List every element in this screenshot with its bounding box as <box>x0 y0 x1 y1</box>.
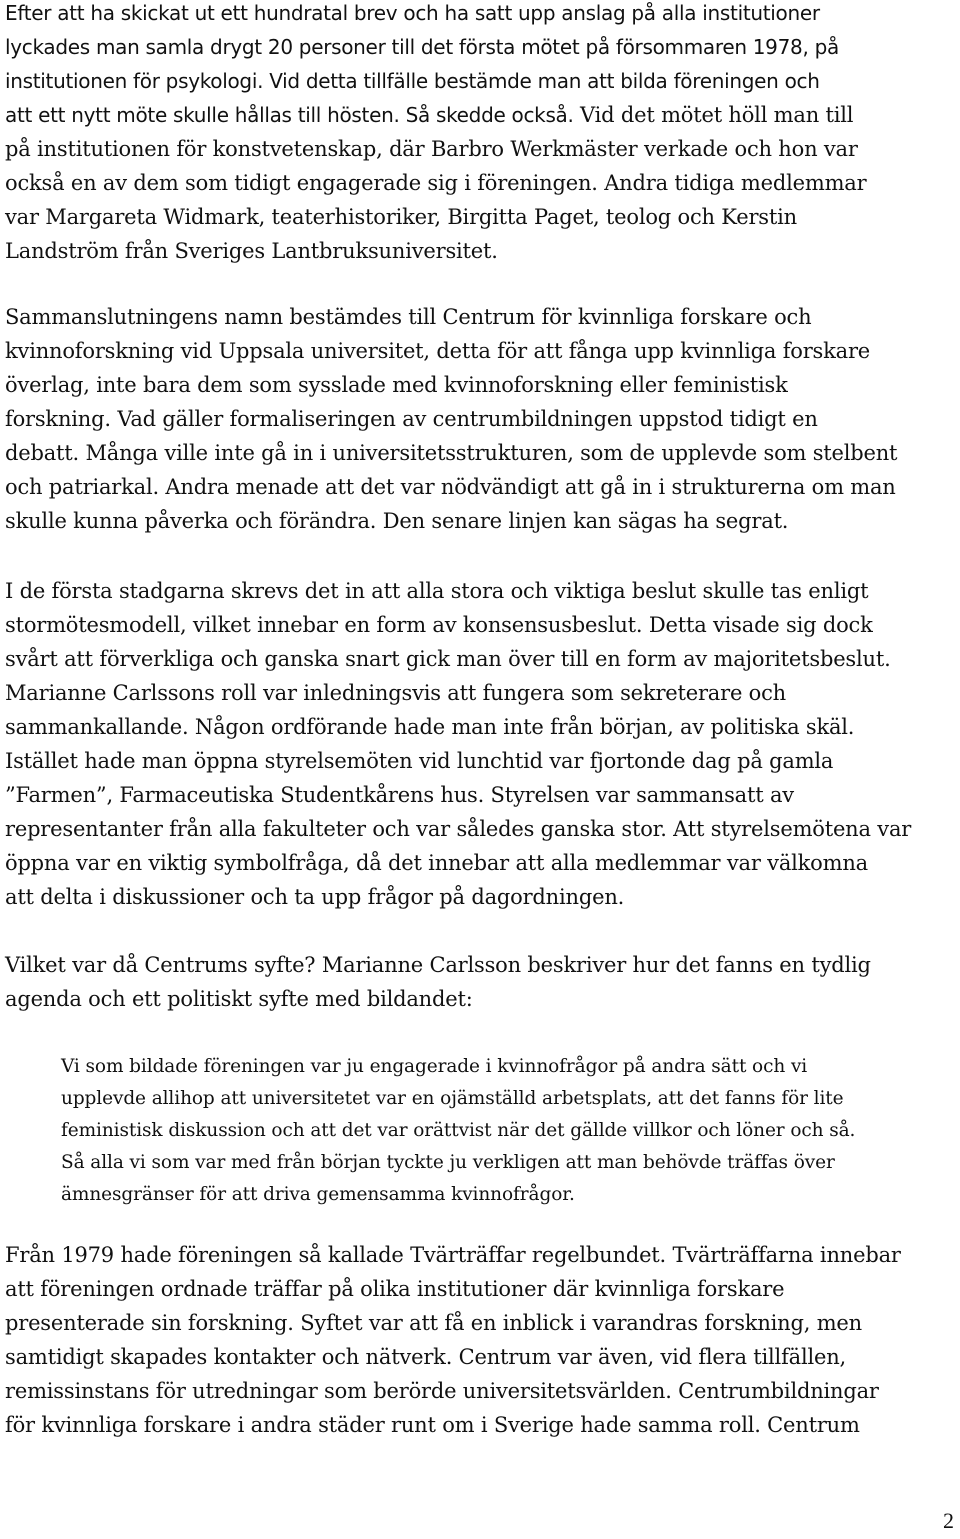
text-line: stormötesmodell, vilket innebar en form av konsensusbeslut. Detta visade sig dock <box>5 613 873 637</box>
text-line: lyckades man samla drygt 20 personer till det första mötet på försommaren 1978, på <box>5 35 839 59</box>
text-line: debatt. Många ville inte gå in i universitetsstrukturen, som de upplevde som stelbent <box>5 441 898 465</box>
text-line: Efter att ha skickat ut ett hundratal brev och ha satt upp anslag på alla institutioner <box>5 1 820 25</box>
text-line: att föreningen ordnade träffar på olika institutioner där kvinnliga forskare <box>5 1277 785 1301</box>
text-line: och patriarkal. Andra menade att det var nödvändigt att gå in i strukturerna om man <box>5 475 896 499</box>
quote-line: upplevde allihop att universitetet var en ojämställd arbetsplats, att det fanns för lite <box>61 1088 844 1109</box>
text-line: var Margareta Widmark, teaterhistoriker, Birgitta Paget, teolog och Kerstin <box>5 205 797 229</box>
text-line: Landström från Sveriges Lantbruksuniversitet. <box>5 239 498 263</box>
text-segment: Vid det mötet höll man till <box>573 103 854 127</box>
text-line: Marianne Carlssons roll var inledningsvis att fungera som sekreterare och <box>5 681 787 705</box>
quote-line: ämnesgränser för att driva gemensamma kvinnofrågor. <box>61 1184 575 1205</box>
text-line: på institutionen för konstvetenskap, där Barbro Werkmäster verkade och hon var <box>5 137 858 161</box>
text-line: sammankallande. Någon ordförande hade man inte från början, av politiska skäl. <box>5 715 855 739</box>
text-line: agenda och ett politiskt syfte med bildandet: <box>5 987 473 1011</box>
text-line: Vilket var då Centrums syfte? Marianne Carlsson beskriver hur det fanns en tydlig <box>5 953 871 977</box>
text-line: samtidigt skapades kontakter och nätverk. Centrum var även, vid flera tillfällen, <box>5 1345 847 1369</box>
paragraph-5 <box>5 1238 901 1442</box>
quote-line: Vi som bildade föreningen var ju engagerade i kvinnofrågor på andra sätt och vi <box>61 1056 808 1077</box>
text-line: för kvinnliga forskare i andra städer runt om i Sverige hade samma roll. Centrum <box>5 1413 860 1437</box>
text-line: svårt att förverkliga och ganska snart gick man över till en form av majoritetsbeslut. <box>5 647 891 671</box>
text-line: kvinnoforskning vid Uppsala universitet, detta för att fånga upp kvinnliga forskare <box>5 339 871 363</box>
quote-line: feministisk diskussion och att det var orättvist när det gällde villkor och löner och så. <box>61 1120 856 1141</box>
text-line: Istället hade man öppna styrelsemöten vid lunchtid var fjortonde dag på gamla <box>5 749 834 773</box>
quote-line: Så alla vi som var med från början tyckte ju verkligen att man behövde träffas över <box>61 1152 835 1173</box>
text-line: institutionen för psykologi. Vid detta tillfälle bestämde man att bilda föreningen och <box>5 69 820 93</box>
text-line: ”Farmen”, Farmaceutiska Studentkårens hus. Styrelsen var sammansatt av <box>5 783 794 807</box>
text-line: öppna var en viktig symbolfråga, då det innebar att alla medlemmar var välkomna <box>5 851 868 875</box>
paragraph-1 <box>5 0 866 268</box>
text-line: remissinstans för utredningar som berörde universitetsvärlden. Centrumbildningar <box>5 1379 879 1403</box>
text-line: representanter från alla fakulteter och var således ganska stor. Att styrelsemötena var <box>5 817 912 841</box>
text-line: presenterade sin forskning. Syftet var att få en inblick i varandras forskning, men <box>5 1311 862 1335</box>
block-quote <box>61 1051 941 1211</box>
text-line <box>5 98 866 132</box>
text-line: överlag, inte bara dem som sysslade med kvinnoforskning eller feministisk <box>5 373 788 397</box>
text-line: Från 1979 hade föreningen så kallade Tvärträffar regelbundet. Tvärträffarna innebar <box>5 1243 901 1267</box>
text-segment: att ett nytt möte skulle hållas till hösten. Så skedde också. <box>5 103 574 127</box>
text-line: forskning. Vad gäller formaliseringen av centrumbildningen uppstod tidigt en <box>5 407 818 431</box>
page-number: 2 <box>943 1508 954 1533</box>
text-line: I de första stadgarna skrevs det in att alla stora och viktiga beslut skulle tas enligt <box>5 579 869 603</box>
text-line: också en av dem som tidigt engagerade sig i föreningen. Andra tidiga medlemmar <box>5 171 867 195</box>
text-line: Sammanslutningens namn bestämdes till Centrum för kvinnliga forskare och <box>5 305 812 329</box>
paragraph-3 <box>5 574 911 914</box>
paragraph-4 <box>5 948 871 1016</box>
text-line: skulle kunna påverka och förändra. Den senare linjen kan sägas ha segrat. <box>5 509 789 533</box>
paragraph-2 <box>5 300 897 538</box>
text-line: att delta i diskussioner och ta upp frågor på dagordningen. <box>5 885 625 909</box>
